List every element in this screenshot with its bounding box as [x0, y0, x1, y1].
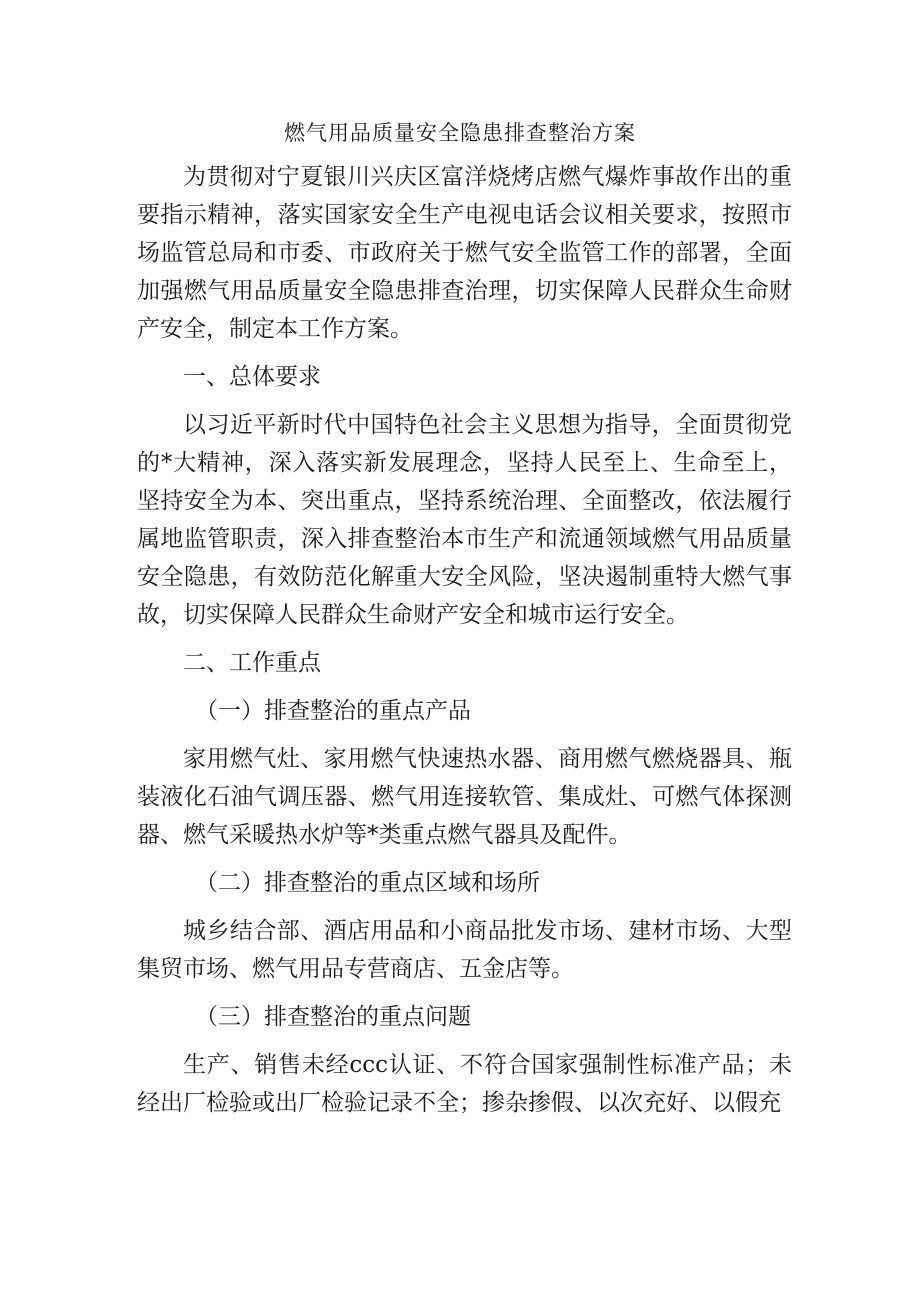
document-body	[137, 158, 792, 1132]
intro-paragraph: 为贯彻对宁夏银川兴庆区富洋烧烤店燃气爆炸事故作出的重要指示精神，落实国家安全生产电视电话会议相关要求，按照市场监管总局和市委、市政府关于燃气安全监管工作的部署，全面加强燃气用品质量安全隐患排查治理，切实保障人民群众生命财产安全，制定本工作方案。	[137, 164, 792, 342]
general-requirements-paragraph: 以习近平新时代中国特色社会主义思想为指导，全面贯彻党的*大精神，深入落实新发展理念，坚持人民至上、生命至上，坚持安全为本、突出重点，坚持系统治理、全面整改，依法履行属地监管职责，深入排查整治本市生产和流通领域燃气用品质量安全隐患，有效防范化解重大安全风险，坚决遏制重特大燃气事故，切实保障人民群众生命财产安全和城市运行安全。	[137, 412, 792, 628]
section-heading-key-work: 二、工作重点	[183, 650, 321, 676]
key-areas-paragraph: 城乡结合部、酒店用品和小商品批发市场、建材市场、大型集贸市场、燃气用品专营商店、五金店等。	[137, 918, 792, 982]
subsection-heading-key-issues: （三）排查整治的重点问题	[195, 1004, 471, 1030]
key-issues-paragraph: 生产、销售未经ccc认证、不符合国家强制性标准产品；未经出厂检验或出厂检验记录不全；掺杂掺假、以次充好、以假充	[137, 1052, 792, 1116]
subsection-heading-key-products: （一）排查整治的重点产品	[195, 698, 471, 724]
subsection-heading-key-areas: （二）排查整治的重点区域和场所	[195, 870, 540, 896]
document-title: 燃气用品质量安全隐患排查整治方案	[284, 121, 636, 145]
section-heading-general-requirements: 一、总体要求	[183, 364, 321, 390]
key-products-paragraph: 家用燃气灶、家用燃气快速热水器、商用燃气燃烧器具、瓶装液化石油气调压器、燃气用连接软管、集成灶、可燃气体探测器、燃气采暖热水炉等*类重点燃气器具及配件。	[137, 746, 792, 848]
